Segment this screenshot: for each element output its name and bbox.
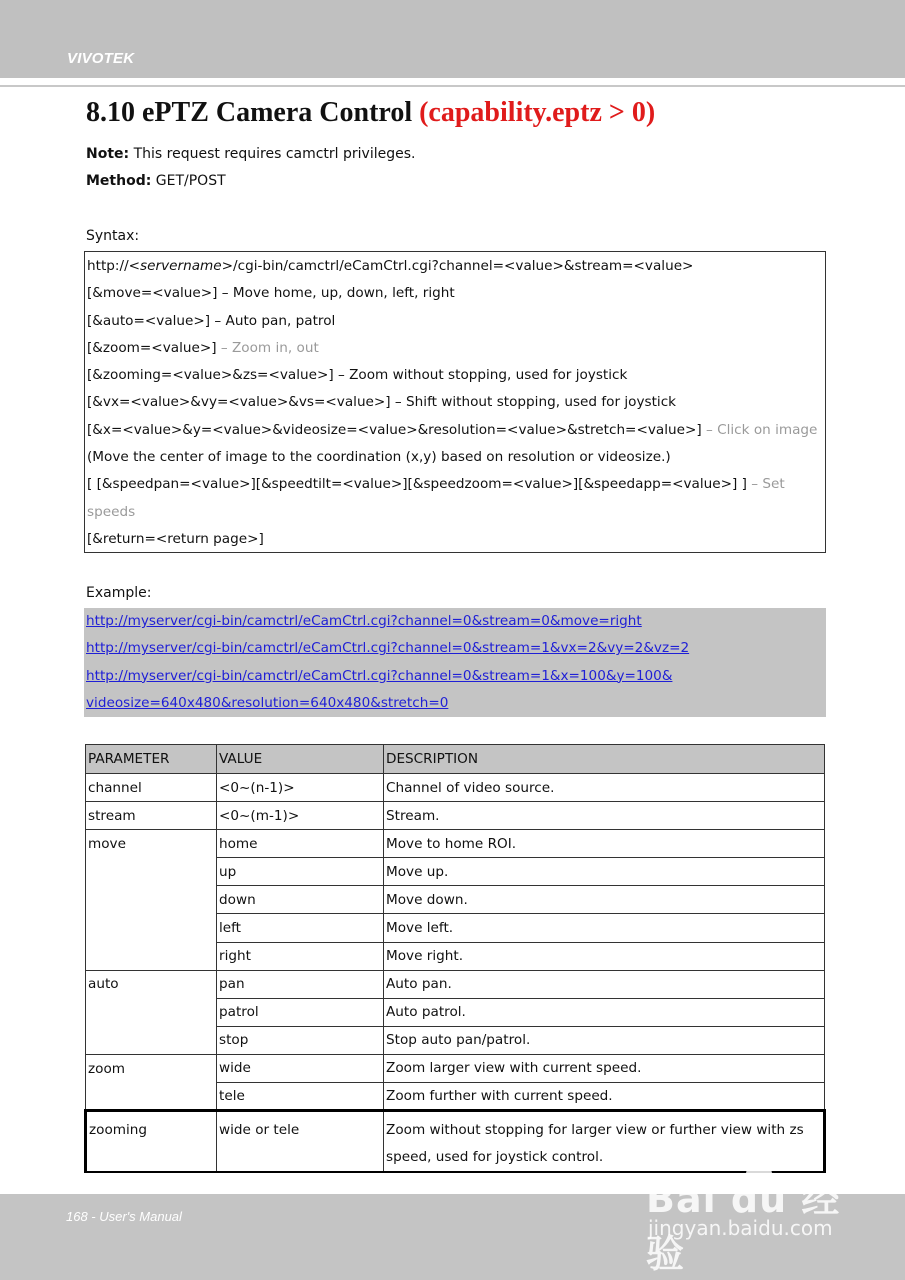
syntax-text: [&zoom=<value>] [87,339,217,356]
syntax-line: [&move=<value>] – Move home, up, down, left, right [87,285,455,302]
brand-logo: VIVOTEK [67,50,135,67]
note-line [86,146,415,162]
example-link[interactable]: http://myserver/cgi-bin/camctrl/eCamCtrl.cgi?channel=0&stream=0&move=right [86,613,642,629]
description-cell: Move left. [384,914,825,942]
description-cell: Zoom without stopping for larger view or further view with zs speed, used for joystick control. [384,1111,825,1173]
syntax-line: [&auto=<value>] – Auto pan, patrol [87,312,336,329]
param-cell: stream [86,802,217,830]
syntax-line: [&zooming=<value>&zs=<value>] – Zoom without stopping, used for joystick [87,367,628,384]
table-header-cell: VALUE [217,745,384,774]
watermark-logo: Bai du 经验 [646,1177,841,1276]
value-cell: wide [217,1054,384,1082]
param-cell: auto [86,970,217,998]
value-cell: down [217,886,384,914]
param-cell [86,998,217,1026]
description-cell: Channel of video source. [384,774,825,802]
syntax-box [84,251,826,553]
table-row [86,970,825,998]
syntax-label: Syntax: [86,228,140,244]
syntax-text: [&x=<value>&y=<value>&videosize=<value>&resolution=<value>&stretch=<value>] [87,421,702,438]
param-cell [86,914,217,942]
table-row [86,774,825,802]
description-cell: Auto patrol. [384,998,825,1026]
param-cell: zooming [86,1111,217,1173]
param-cell [86,1026,217,1054]
value-cell: <0~(m-1)> [217,802,384,830]
watermark-url: jingyan.baidu.com [648,1216,833,1240]
value-cell: <0~(n-1)> [217,774,384,802]
description-cell: Move up. [384,858,825,886]
method-label: Method: [86,173,152,189]
note-label: Note: [86,146,130,162]
value-cell: stop [217,1026,384,1054]
syntax-text: http://< [87,258,141,274]
example-link[interactable]: videosize=640x480&resolution=640x480&stretch=0 [86,694,449,711]
value-cell: pan [217,970,384,998]
value-cell: patrol [217,998,384,1026]
watermark [640,1140,855,1276]
page-title [86,97,655,129]
table-header-cell: PARAMETER [86,745,217,774]
table-row [86,1083,825,1111]
parameter-table [84,744,826,1173]
table-row [86,830,825,858]
table-row [86,942,825,970]
param-cell: move [86,830,217,858]
table-row [86,886,825,914]
syntax-line [87,471,825,498]
description-cell: Stop auto pan/patrol. [384,1026,825,1054]
syntax-line: (Move the center of image to the coordination (x,y) based on resolution or videosize.) [87,449,671,466]
table-header-row [86,745,825,774]
value-cell: right [217,942,384,970]
example-link[interactable]: http://myserver/cgi-bin/camctrl/eCamCtrl.cgi?channel=0&stream=1&x=100&y=100& [86,667,673,684]
param-cell [86,942,217,970]
value-cell: wide or tele [217,1111,384,1173]
syntax-line: [&vx=<value>&vy=<value>&vs=<value>] – Shift without stopping, used for joystick [87,394,677,411]
title-capability: (capability.eptz > 0) [419,97,656,128]
syntax-desc: – Click on image [701,421,818,438]
value-cell: left [217,914,384,942]
syntax-line [87,335,825,362]
syntax-text: >/cgi-bin/camctrl/eCamCtrl.cgi?channel=<value>&stream=<value> [221,258,694,274]
syntax-text: [ [&speedpan=<value>][&speedtilt=<value>][&speedzoom=<value>][&speedapp=<value>] ] [87,476,747,493]
syntax-desc: – Zoom in, out [216,339,319,356]
value-cell: tele [217,1083,384,1111]
table-header-cell: DESCRIPTION [384,745,825,774]
syntax-line: speeds [87,503,136,520]
description-cell: Zoom further with current speed. [384,1083,825,1111]
description-cell: Auto pan. [384,970,825,998]
table-row [86,802,825,830]
table-row [86,1026,825,1054]
param-cell [86,1083,217,1111]
syntax-servername: servername [140,258,222,274]
syntax-desc: – Set [746,476,785,493]
param-cell: zoom [86,1054,217,1082]
page-number: 168 - User's Manual [66,1209,182,1224]
example-label: Example: [86,585,152,601]
method-line [86,173,226,189]
param-cell [86,858,217,886]
table-row [86,858,825,886]
title-main: 8.10 ePTZ Camera Control [86,97,420,128]
table-row [86,1054,825,1082]
table-row [86,914,825,942]
value-cell: up [217,858,384,886]
description-cell: Move down. [384,886,825,914]
description-cell: Zoom larger view with current speed. [384,1054,825,1082]
header-divider [0,85,905,87]
example-link[interactable]: http://myserver/cgi-bin/camctrl/eCamCtrl.cgi?channel=0&stream=1&vx=2&vy=2&vz=2 [86,640,690,657]
table-row [86,998,825,1026]
method-text: GET/POST [151,173,226,189]
note-text: This request requires camctrl privileges. [129,146,416,162]
description-cell: Stream. [384,802,825,830]
example-box [84,608,826,717]
syntax-line [87,253,825,280]
param-cell: channel [86,774,217,802]
description-cell: Move to home ROI. [384,830,825,858]
param-cell [86,886,217,914]
header-bar [0,0,905,78]
description-cell: Move right. [384,942,825,970]
syntax-line: [&return=<return page>] [87,530,264,547]
syntax-line [87,417,825,444]
value-cell: home [217,830,384,858]
